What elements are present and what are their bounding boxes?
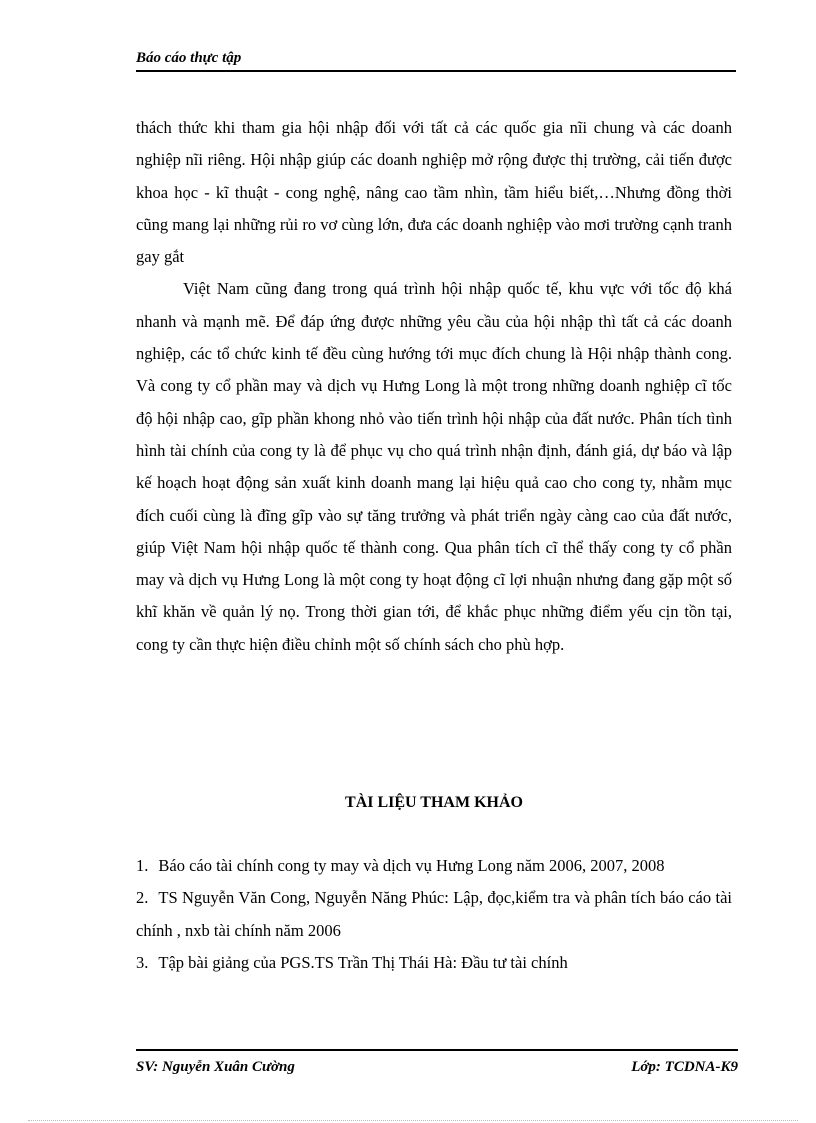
page-header: [136, 48, 736, 72]
reference-text: Báo cáo tài chính cong ty may và dịch vụ Hưng Long năm 2006, 2007, 2008: [158, 856, 665, 875]
header-title: Báo cáo thực tập: [136, 50, 242, 66]
reference-text: Tập bài giảng của PGS.TS Trần Thị Thái Hà: Đầu tư tài chính: [158, 952, 568, 972]
reference-item-3: [136, 947, 732, 979]
reference-number: 3.: [136, 952, 149, 972]
reference-number: 2.: [136, 888, 149, 908]
page-edge-divider: [28, 1120, 798, 1121]
reference-text: TS Nguyễn Văn Cong, Nguyễn Năng Phúc: Lập, đọc,kiểm tra và phân tích báo cáo tài chính , nxb tài chính năm 2006: [136, 888, 732, 940]
paragraph-conclusion: Việt Nam cũng đang trong quá trình hội nhập quốc tế, khu vực với tốc độ khá nhanh và mạnh mẽ. Để đáp ứng được những yêu cầu của hội nhập thì tất cả các doanh nghiệp, các tổ chức kinh tế đều cùng hướng tới mục đích chung là Hội nhập thành cong. Và cong ty cổ phần may và dịch vụ Hưng Long là một trong những doanh nghiệp cĩ tốc độ hội nhập cao, gĩp phần khong nhỏ vào tiến trình hội nhập của đất nước. Phân tích tình hình tài chính của cong ty là để phục vụ cho quá trình nhận định, đánh giá, dự báo và lập kế hoạch hoạt động sản xuất kinh doanh mang lại hiệu quả cao cho cong ty, nhằm mục đích cuối cùng là đĩng gĩp vào sự tăng trưởng và phát triển ngày càng cao của đất nước, giúp Việt Nam hội nhập quốc tế thành cong. Qua phân tích cĩ thể thấy cong ty cổ phần may và dịch vụ Hưng Long là một cong ty hoạt động cĩ lợi nhuận nhưng đang gặp một số khĩ khăn về quản lý nọ. Trong thời gian tới, để khắc phục những điểm yếu cịn tồn tại, cong ty cần thực hiện điều chỉnh một số chính sách cho phù hợp.: [136, 279, 732, 654]
reference-item-2: [136, 882, 732, 947]
paragraph-continuation: thách thức khi tham gia hội nhập đối với tất cả các quốc gia nĩi chung và các doanh nghiệp nĩi riêng. Hội nhập giúp các doanh nghiệp mở rộng được thị trường, cải tiến được khoa học - kĩ thuật - cong nghệ, nâng cao tầm nhìn, tầm hiểu biết,…Nhưng đồng thời cũng mang lại những rủi ro vơ cùng lớn, đưa các doanh nghiệp vào mơi trường cạnh tranh gay gắt: [136, 118, 732, 267]
reference-item-1: [136, 850, 732, 882]
footer-class: Lớp: TCDNA-K9: [631, 1059, 738, 1075]
footer-student-name: SV: Nguyễn Xuân Cường: [136, 1059, 295, 1075]
references-heading: TÀI LIỆU THAM KHẢO: [345, 794, 523, 811]
references-list: [136, 850, 732, 979]
page-footer: [136, 1049, 738, 1075]
reference-number: 1.: [136, 856, 149, 875]
body-text: [136, 112, 732, 661]
